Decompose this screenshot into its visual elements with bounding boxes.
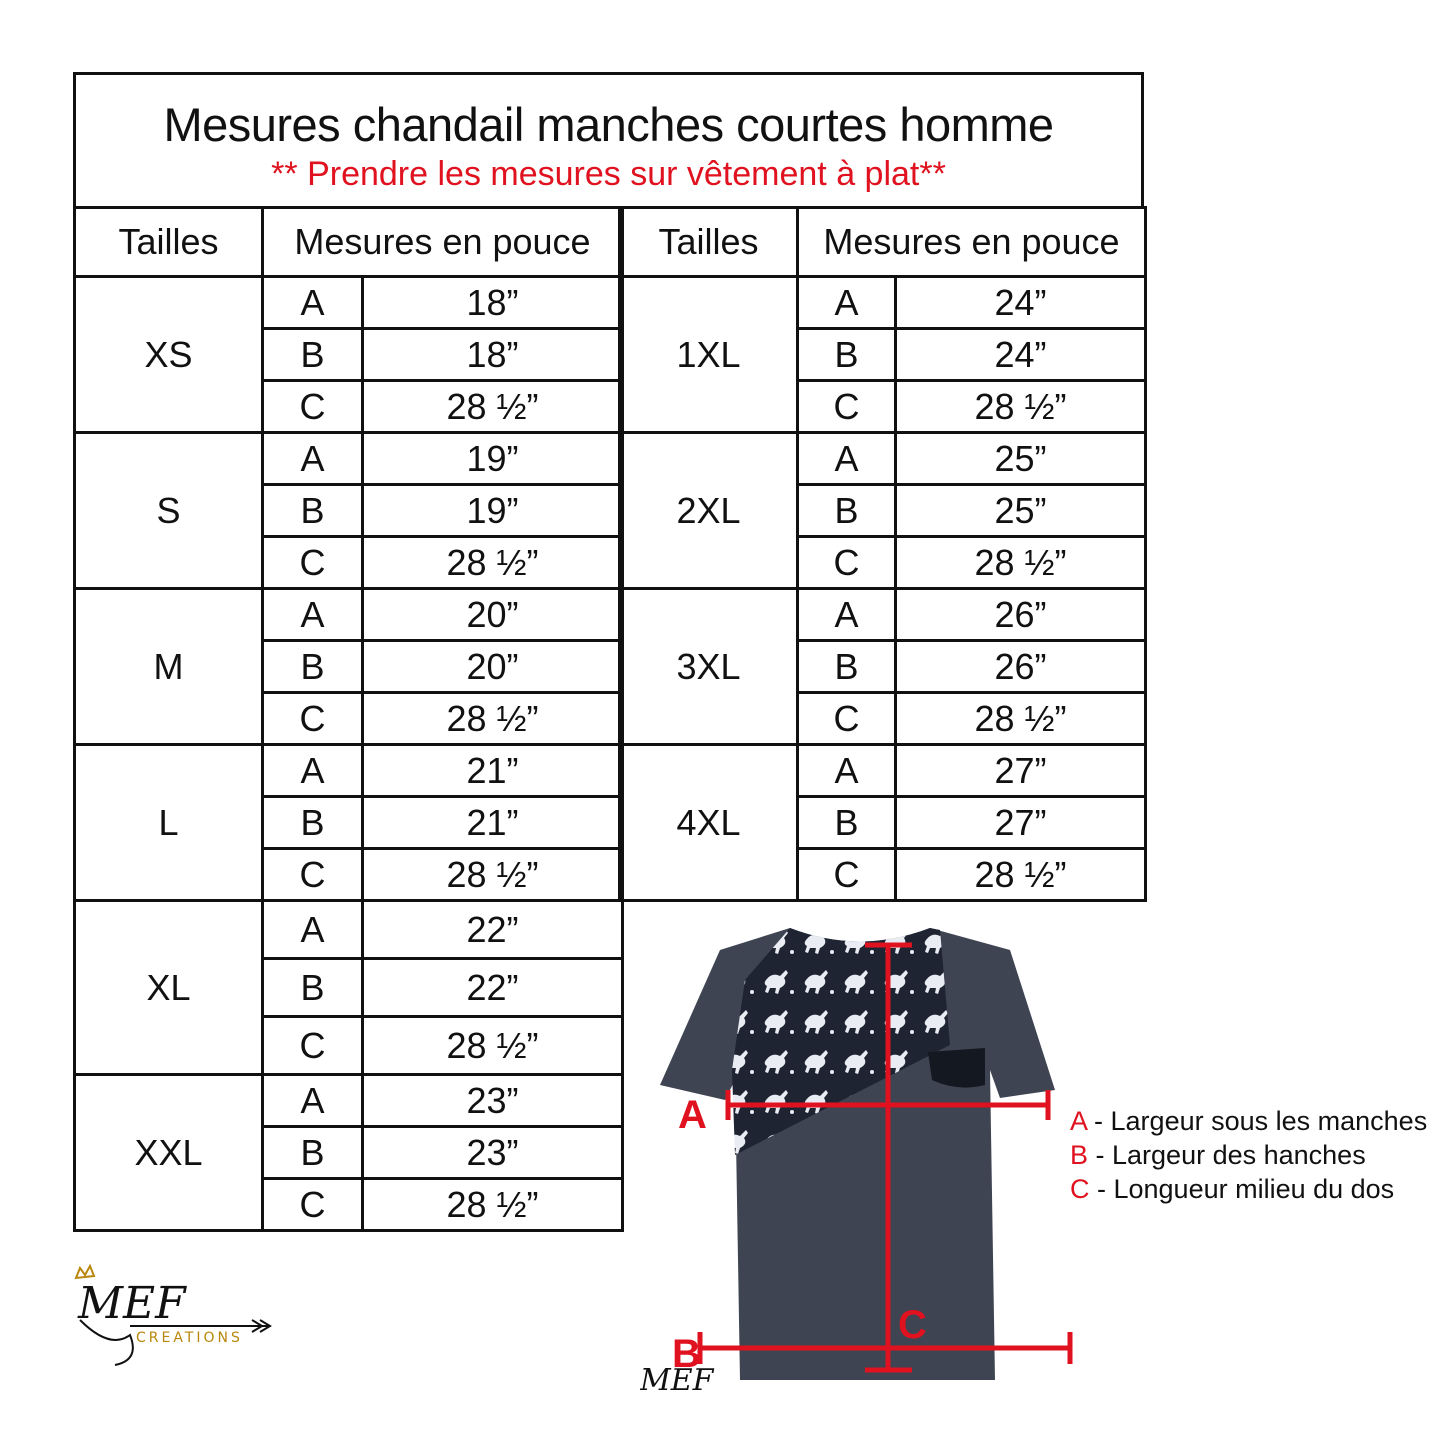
header-measures: Mesures en pouce (263, 208, 623, 277)
measure-key: C (798, 849, 896, 901)
legend-text: - Largeur sous les manches (1086, 1106, 1428, 1136)
measure-value: 22” (363, 959, 623, 1017)
measure-key: A (263, 433, 363, 485)
size-label: 2XL (620, 433, 798, 589)
legend-item (1070, 1106, 1427, 1140)
measure-key: B (263, 329, 363, 381)
size-table-left (73, 206, 624, 1232)
measure-key: C (263, 849, 363, 901)
measure-value: 25” (896, 433, 1146, 485)
header-sizes: Tailles (620, 208, 798, 277)
measure-value: 18” (363, 277, 623, 329)
measure-value: 28 ½” (363, 849, 623, 901)
legend-key: C (1070, 1174, 1090, 1204)
measure-key: C (263, 1017, 363, 1075)
measure-key: A (798, 277, 896, 329)
size-label: 1XL (620, 277, 798, 433)
measure-key: A (263, 277, 363, 329)
size-label: S (75, 433, 263, 589)
measure-value: 28 ½” (363, 537, 623, 589)
measure-legend (1070, 1106, 1427, 1208)
chart-title-box (73, 72, 1144, 209)
measure-key: A (263, 589, 363, 641)
svg-text:CREATIONS: CREATIONS (136, 1330, 243, 1346)
measure-key: B (263, 641, 363, 693)
measure-key: A (263, 901, 363, 959)
size-table-right (618, 206, 1147, 902)
measure-key: C (798, 537, 896, 589)
measure-key: B (263, 797, 363, 849)
measure-key: B (798, 485, 896, 537)
measure-key: B (263, 1127, 363, 1179)
measure-value: 28 ½” (363, 381, 623, 433)
measure-key: B (263, 485, 363, 537)
measure-value: 28 ½” (896, 693, 1146, 745)
size-label: M (75, 589, 263, 745)
measure-value: 19” (363, 485, 623, 537)
measure-value: 26” (896, 641, 1146, 693)
legend-text: - Largeur des hanches (1088, 1140, 1366, 1170)
tshirt-diagram (640, 920, 1080, 1440)
measure-value: 28 ½” (363, 1179, 623, 1231)
measure-value: 28 ½” (896, 849, 1146, 901)
measure-value: 28 ½” (896, 537, 1146, 589)
measure-value: 21” (363, 745, 623, 797)
measure-key: C (798, 693, 896, 745)
size-label: XL (75, 901, 263, 1075)
page-subtitle: ** Prendre les mesures sur vêtement à plat** (271, 155, 946, 193)
measure-key: B (798, 797, 896, 849)
measure-key: A (798, 745, 896, 797)
page-title: Mesures chandail manches courtes homme (163, 98, 1054, 151)
measure-value: 18” (363, 329, 623, 381)
size-label: 4XL (620, 745, 798, 901)
measure-key: C (263, 1179, 363, 1231)
measure-value: 24” (896, 329, 1146, 381)
svg-text:MEF: MEF (78, 1278, 186, 1329)
measure-key: B (798, 329, 896, 381)
size-label: 3XL (620, 589, 798, 745)
label-b: B (672, 1332, 701, 1376)
measure-value: 28 ½” (896, 381, 1146, 433)
legend-text: - Longueur milieu du dos (1089, 1174, 1395, 1204)
measure-value: 22” (363, 901, 623, 959)
measure-value: 28 ½” (363, 1017, 623, 1075)
label-a: A (678, 1093, 707, 1137)
measure-value: 21” (363, 797, 623, 849)
header-sizes: Tailles (75, 208, 263, 277)
measure-key: C (798, 381, 896, 433)
small-logo: MEF (640, 1363, 714, 1398)
measure-value: 26” (896, 589, 1146, 641)
legend-item (1070, 1140, 1427, 1174)
measure-key: C (263, 537, 363, 589)
legend-item (1070, 1174, 1427, 1208)
size-label: L (75, 745, 263, 901)
header-measures: Mesures en pouce (798, 208, 1146, 277)
measure-value: 27” (896, 797, 1146, 849)
size-label: XS (75, 277, 263, 433)
measure-value: 20” (363, 589, 623, 641)
measure-key: A (798, 433, 896, 485)
measure-value: 25” (896, 485, 1146, 537)
measure-key: A (263, 1075, 363, 1127)
brand-logo (70, 1260, 290, 1370)
measure-value: 23” (363, 1127, 623, 1179)
measure-key: A (263, 745, 363, 797)
measure-value: 24” (896, 277, 1146, 329)
size-label: XXL (75, 1075, 263, 1231)
measure-key: B (263, 959, 363, 1017)
label-c: C (898, 1303, 927, 1347)
measure-value: 27” (896, 745, 1146, 797)
measure-value: 28 ½” (363, 693, 623, 745)
measure-key: A (798, 589, 896, 641)
legend-key: B (1070, 1140, 1089, 1170)
legend-key: A (1070, 1106, 1087, 1136)
measure-value: 23” (363, 1075, 623, 1127)
measure-key: C (263, 693, 363, 745)
measure-key: B (798, 641, 896, 693)
measure-value: 20” (363, 641, 623, 693)
measure-key: C (263, 381, 363, 433)
measure-value: 19” (363, 433, 623, 485)
